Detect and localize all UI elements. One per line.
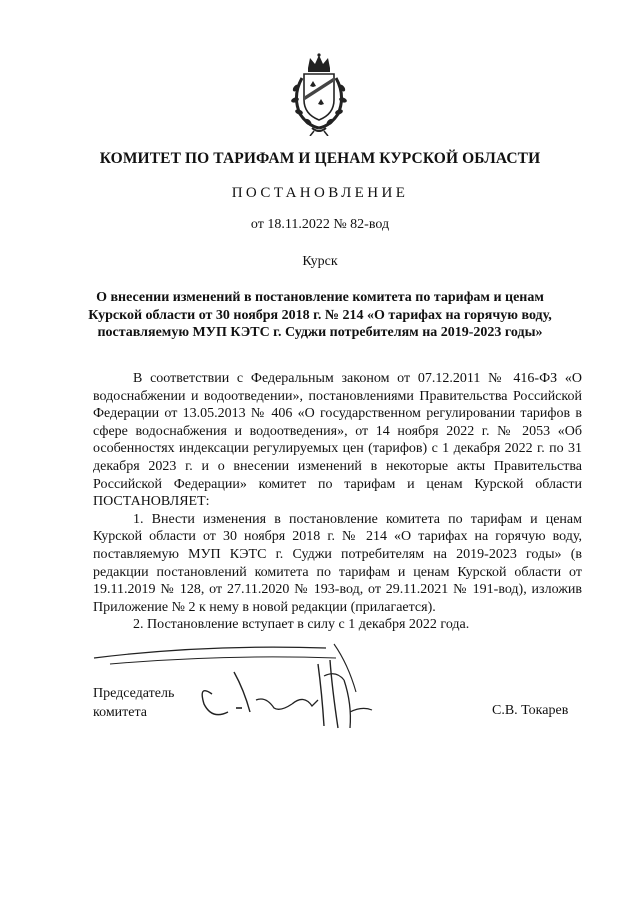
document-date-number: от 18.11.2022 № 82-вод xyxy=(250,217,390,232)
signatory-position-line1: Председатель xyxy=(93,686,175,701)
item-1-paragraph: 1. Внести изменения в постановление комитета по тарифам и ценам Курской области от 30 ноября 2018 г. № 214 «О тарифах на горячую воду, поставляемую МУП КЭТС г. Суджи потребителям на 2019-2023 годы» (в редакции постановлений комитета по тарифам и ценам Курской области от 19.11.2019 № 128, от 27.11.2020 № 193-вод, от 29.11.2021 № 191-вод), изложив Приложение № 2 к нему в новой редакции (прилагается). xyxy=(93,511,582,615)
item-2-paragraph: 2. Постановление вступает в силу с 1 декабря 2022 года. xyxy=(133,617,470,633)
preamble-paragraph: В соответствии с Федеральным законом от 07.12.2011 № 416-ФЗ «О водоснабжении и водоотведении», постановлениями Правительства Российской Федерации от 13.05.2013 № 406 «О государственном регулировании тарифов в сфере водоснабжения и водоотведения», от 14 ноября 2022 г. № 2053 «Об особенностях индексации регулируемых цен (тарифов) с 1 декабря 2022 г. по 31 декабря 2023 г. и о внесении изменений в некоторые акты Правительства Российской Федерации» комитет по тарифам и ценам Курской области ПОСТАНОВЛЯЕТ: xyxy=(93,371,582,510)
signatory-position xyxy=(93,684,174,722)
signatory-name: С.В. Токарев xyxy=(492,703,569,718)
document-body xyxy=(93,370,582,634)
signatory-position-line2: комитета xyxy=(93,705,148,720)
document-city: Курск xyxy=(302,254,338,269)
coat-of-arms-icon xyxy=(286,52,352,136)
document-subject: О внесении изменений в постановление комитета по тарифам и ценам Курской области от 30 ноября 2018 г. № 214 «О тарифах на горячую воду, поставляемую МУП КЭТС г. Суджи потребителям на 2019-2023 годы» xyxy=(88,290,552,340)
document-type: ПОСТАНОВЛЕНИЕ xyxy=(231,185,409,201)
organization-title: КОМИТЕТ ПО ТАРИФАМ И ЦЕНАМ КУРСКОЙ ОБЛАСТИ xyxy=(99,150,541,167)
